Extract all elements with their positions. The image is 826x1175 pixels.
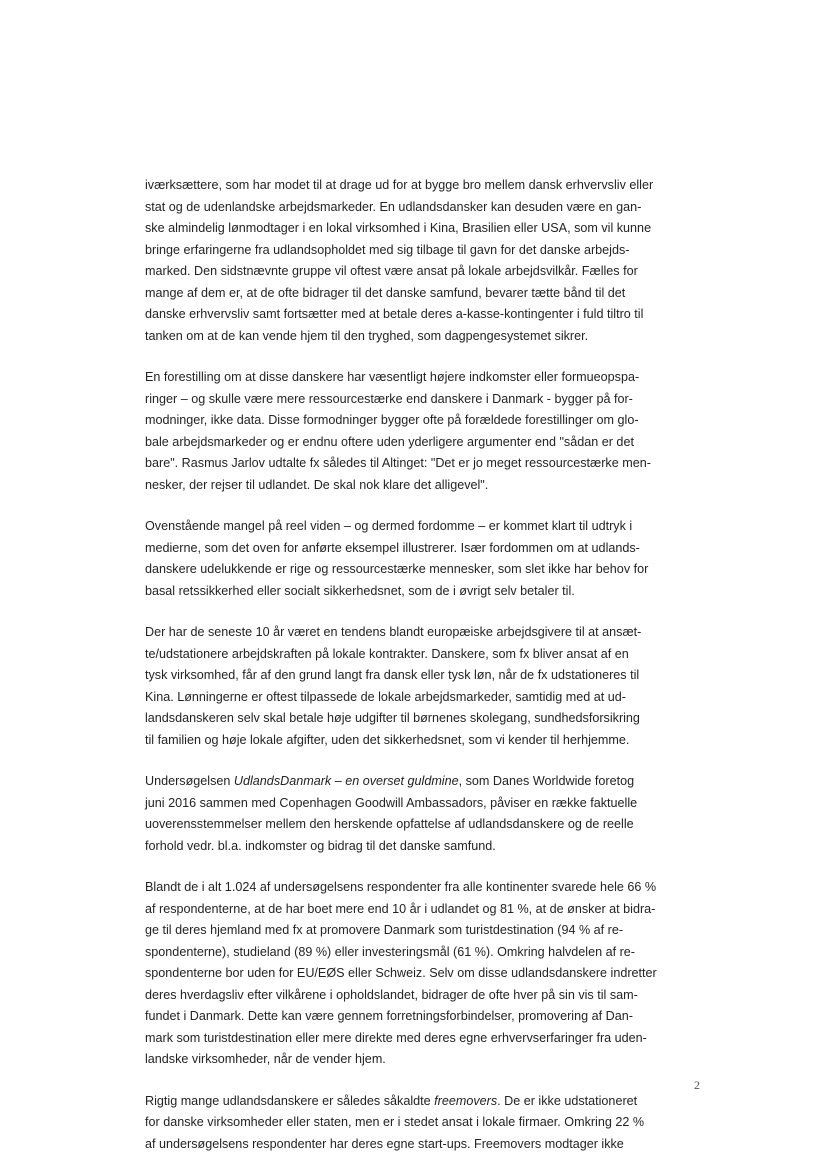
text-line [145, 453, 705, 475]
text-line [145, 644, 705, 666]
text-run: Undersøgelsen [145, 774, 234, 788]
text-run: medierne, som det oven for anførte eksempel illustrerer. Især fordommen om at udlands- [145, 540, 640, 555]
text-run: te/udstationere arbejdskraften på lokale kontrakter. Danskere, som fx bliver ansat af en [145, 646, 629, 661]
paragraph [145, 367, 705, 496]
text-run: nesker, der rejser til udlandet. De skal nok klare det alligevel". [145, 477, 489, 492]
text-run: til familien og høje lokale afgifter, uden det sikkerhedsnet, som vi kender til herhjemme. [145, 732, 630, 747]
text-line [145, 1028, 705, 1050]
text-line [145, 793, 705, 815]
text-line [145, 1112, 705, 1134]
text-line [145, 559, 705, 581]
text-line [145, 708, 705, 730]
text-run: fundet i Danmark. Dette kan være gennem forretningsforbindelser, promovering af Dan- [145, 1009, 633, 1023]
text-line [145, 1091, 705, 1113]
text-run: iværksættere, som har modet til at drage ud for at bygge bro mellem dansk erhvervsliv eller [145, 178, 654, 192]
italic-text: freemovers [434, 1093, 498, 1108]
paragraph [145, 622, 705, 751]
text-run: tanken om at de kan vende hjem til den tryghed, som dagpengesystemet sikrer. [145, 328, 589, 343]
text-run: Kina. Lønningerne er oftest tilpassede de lokale arbejdsmarkeder, samtidig med at ud- [145, 689, 626, 704]
text-line [145, 432, 705, 454]
paragraph [145, 771, 705, 857]
paragraph [145, 175, 705, 347]
text-line [145, 304, 705, 326]
text-line [145, 985, 705, 1007]
text-line [145, 963, 705, 985]
text-run: Ovenstående mangel på reel viden – og dermed fordomme – er kommet klart til udtryk i [145, 519, 633, 533]
text-run: Rigtig mange udlandsdanskere er således såkaldte [145, 1093, 435, 1108]
text-line [145, 1006, 705, 1028]
paragraph [145, 516, 705, 602]
paragraph [145, 1091, 705, 1156]
text-line [145, 475, 705, 497]
text-line [145, 218, 705, 240]
text-line [145, 410, 705, 432]
text-line [145, 1049, 705, 1071]
text-run: ge til deres hjemland med fx at promovere Danmark som turistdestination (94 % af re- [145, 923, 624, 937]
text-run: af undersøgelsens respondenter har deres egne start-ups. Freemovers modtager ikke [145, 1136, 624, 1151]
text-run: mange af dem er, at de ofte bidrager til det danske samfund, bevarer tætte bånd til det [145, 285, 626, 300]
text-run: for danske virksomheder eller staten, men er i stedet ansat i lokale firmaer. Omkring 22 % [145, 1115, 645, 1129]
text-run: ske almindelig lønmodtager i en lokal virksomhed i Kina, Brasilien eller USA, som vil kunne [145, 221, 652, 235]
text-run: juni 2016 sammen med Copenhagen Goodwill Ambassadors, påviser en række faktuelle [145, 795, 638, 810]
text-run: mark som turistdestination eller mere direkte med deres egne erhvervserfaringer fra uden- [145, 1030, 647, 1045]
italic-text: UdlandsDanmark – en overset guldmine [233, 774, 459, 788]
text-line [145, 942, 705, 964]
text-line [145, 899, 705, 921]
text-run: . De er ikke udstationeret [497, 1093, 638, 1108]
body-text [145, 175, 705, 1175]
text-run: uoverensstemmelser mellem den herskende opfattelse af udlandsdanskere og de reelle [145, 817, 634, 831]
text-line [145, 877, 705, 899]
text-run: basal retssikkerhed eller socialt sikkerhedsnet, som de i øvrigt selv betaler til. [145, 583, 575, 598]
text-run: deres hverdagsliv efter vilkårene i opholdslandet, bidrager de ofte hver på sin vis til sam- [145, 987, 638, 1002]
text-line [145, 283, 705, 305]
text-line [145, 516, 705, 538]
text-line [145, 367, 705, 389]
text-line [145, 197, 705, 219]
text-run: stat og de udenlandske arbejdsmarkeder. En udlandsdansker kan desuden være en gan- [145, 199, 642, 214]
text-run: danske erhvervsliv samt fortsætter med at betale deres a-kasse-kontingenter i fuld tiltro til [145, 307, 644, 321]
text-run: spondenterne bor uden for EU/EØS eller Schweiz. Selv om disse udlandsdanskere indretter [145, 966, 657, 980]
text-line [145, 814, 705, 836]
page-number: 2 [694, 1078, 700, 1092]
text-run: af respondenterne, at de har boet mere end 10 år i udlandet og 81 %, at de ønsker at bidra- [145, 901, 656, 916]
text-run: spondenterne), studieland (89 %) eller investeringsmål (61 %). Omkring halvdelen af re- [145, 944, 635, 959]
text-line [145, 240, 705, 262]
text-line [145, 836, 705, 858]
text-run: bare". Rasmus Jarlov udtalte fx således til Altinget: "Det er jo meget ressourcestærke men- [145, 456, 651, 470]
text-run: marked. Den sidstnævnte gruppe vil oftest være ansat på lokale arbejdsvilkår. Fælles for [145, 264, 638, 278]
text-run: En forestilling om at disse danskere har væsentligt højere indkomster eller formueopspa- [145, 370, 640, 384]
text-line [145, 175, 705, 197]
text-line [145, 730, 705, 752]
text-run: landsdanskeren selv skal betale høje udgifter til børnenes skolegang, sundhedsforsikring [145, 711, 640, 725]
text-line [145, 538, 705, 560]
text-line [145, 665, 705, 687]
text-run: Blandt de i alt 1.024 af undersøgelsens respondenter fra alle kontinenter svarede hele 66 % [145, 880, 657, 894]
text-line [145, 389, 705, 411]
text-run: landske virksomheder, når de vender hjem. [145, 1052, 386, 1066]
text-line [145, 771, 705, 793]
text-run: modninger, ikke data. Disse formodninger bygger ofte på forældede forestillinger om glo- [145, 413, 639, 427]
text-run: , som Danes Worldwide foretog [458, 774, 635, 788]
text-run: forhold vedr. bl.a. indkomster og bidrag til det danske samfund. [145, 838, 496, 853]
text-line [145, 326, 705, 348]
text-line [145, 1134, 705, 1156]
text-line [145, 920, 705, 942]
text-run: tysk virksomhed, får af den grund langt fra dansk eller tysk løn, når de fx udstationeres til [145, 668, 640, 682]
text-line [145, 261, 705, 283]
text-run: danskere udelukkende er rige og ressourcestærke mennesker, som slet ikke har behov for [145, 562, 649, 576]
text-line [145, 687, 705, 709]
text-line [145, 622, 705, 644]
text-run: bale arbejdsmarkeder og er endnu oftere uden yderligere argumenter end "sådan er det [145, 434, 634, 449]
text-run: bringe erfaringerne fra udlandsopholdet med sig tilbage til gavn for det danske arbejds- [145, 242, 630, 257]
text-run: Der har de seneste 10 år været en tendens blandt europæiske arbejdsgivere til at ansæt- [145, 625, 642, 639]
text-run: ringer – og skulle være mere ressourcestærke end danskere i Danmark - bygger på for- [145, 391, 633, 406]
text-line [145, 581, 705, 603]
paragraph [145, 877, 705, 1071]
